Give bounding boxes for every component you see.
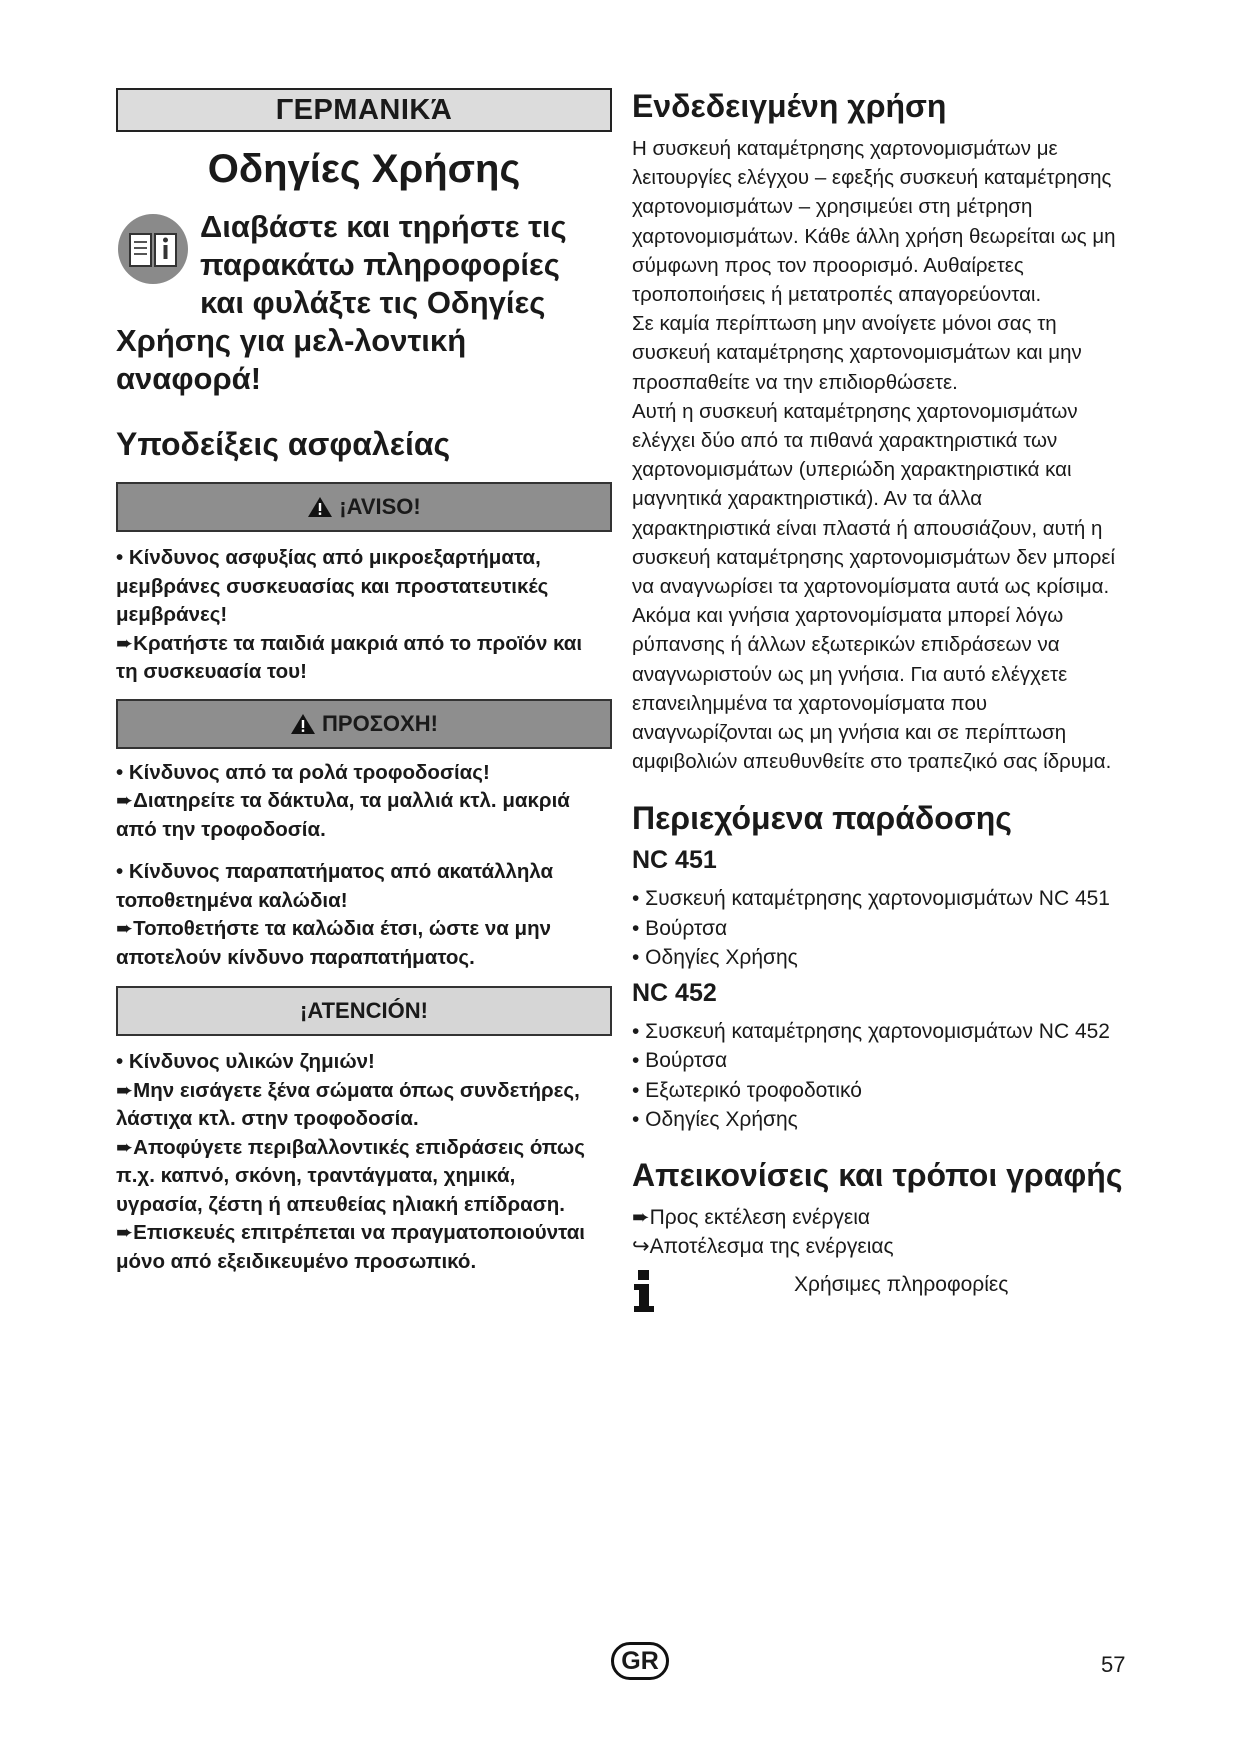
page-number: 57	[1101, 1652, 1126, 1677]
list-item: • Οδηγίες Χρήσης	[632, 1108, 798, 1132]
aviso-label: ¡AVISO!	[339, 494, 421, 519]
text-line: μαγνητικά χαρακτηριστικά). Αν τα άλλα	[632, 487, 983, 511]
read-notice	[116, 208, 612, 398]
text-line: Αυτή η συσκευή καταμέτρησης χαρτονομισμάτων	[632, 399, 1078, 423]
document-title: Οδηγίες Χρήσης	[207, 147, 521, 191]
notation-result: ↪Αποτέλεσμα της ενέργειας	[632, 1235, 894, 1259]
atencion-line: • Κίνδυνος υλικών ζημιών!	[116, 1050, 375, 1073]
text-line: χαρτονομισμάτων – χρησιμεύει στη μέτρηση	[632, 195, 1033, 219]
text-line: συσκευή καταμέτρησης χαρτονομισμάτων δεν μπορεί	[632, 545, 1116, 569]
text-line: χαρακτηριστικά είναι πλαστά ή απουσιάζουν, αυτή η	[632, 516, 1103, 540]
list-item: • Συσκευή καταμέτρησης χαρτονομισμάτων NC 451	[632, 887, 1110, 911]
atencion-line: π.χ. καπνό, σκόνη, τραντάγματα, χημικά,	[116, 1164, 516, 1187]
atencion-line: μόνο από εξειδικευμένο προσωπικό.	[116, 1249, 477, 1273]
language-label: ΓΕΡΜΑΝΙΚΆ	[275, 93, 453, 126]
prosoxi-content-2	[116, 858, 612, 972]
atencion-line: ➨Αποφύγετε περιβαλλοντικές επιδράσεις όπως	[116, 1135, 585, 1159]
aviso-content	[116, 544, 612, 687]
prosoxi-line: • Κίνδυνος παραπατήματος από ακατάλληλα	[116, 860, 554, 883]
info-i-icon	[632, 1268, 658, 1314]
aviso-banner	[116, 482, 612, 532]
text-line: αμφιβολιών απευθυνθείτε στο τραπεζικό σας ίδρυμα.	[632, 750, 1112, 774]
prosoxi-line: • Κίνδυνος από τα ρολά τροφοδοσίας!	[116, 760, 490, 784]
text-line: να αναγνωρίσει τα χαρτονομίσματα αυτά ως κρίσιμα.	[632, 575, 1110, 599]
text-line: Σε καμία περίπτωση μην ανοίγετε μόνοι σας τη	[632, 312, 1057, 336]
atencion-line: ➨Επισκευές επιτρέπεται να πραγματοποιούνται	[116, 1221, 585, 1244]
text-line: χαρτονομισμάτων (υπεριώδη χαρακτηριστικά και	[632, 458, 1072, 482]
warning-triangle-icon	[290, 713, 316, 735]
notation-info-text: Χρήσιμες πληροφορίες	[794, 1272, 1009, 1296]
list-item: • Οδηγίες Χρήσης	[632, 946, 798, 970]
aviso-line: ➨Κρατήστε τα παιδιά μακριά από το προϊόν και	[116, 631, 583, 655]
text-line: προσπαθείτε να την επιδιορθώσετε.	[632, 370, 958, 394]
nc452-list	[632, 1017, 1132, 1135]
prosoxi-banner	[116, 699, 612, 749]
intended-use-text	[632, 134, 1132, 776]
language-banner	[116, 88, 612, 132]
list-item: • Βούρτσα	[632, 916, 728, 940]
prosoxi-line: από την τροφοδοσία.	[116, 817, 326, 841]
intended-use-heading: Ενδεδειγμένη χρήση	[632, 88, 947, 124]
prosoxi-line: αποτελούν κίνδυνο παραπατήματος.	[116, 945, 475, 969]
text-line: Ακόμα και γνήσια χαρτονομίσματα μπορεί λόγω	[632, 604, 1064, 628]
list-item: • Συσκευή καταμέτρησης χαρτονομισμάτων NC 452	[632, 1019, 1110, 1043]
text-line: λειτουργίες ελέγχου – εφεξής συσκευή καταμέτρησης	[632, 166, 1112, 190]
nc451-label: NC 451	[632, 846, 717, 875]
read-notice-text: Διαβάστε και τηρήστε τις παρακάτω πληροφορίες και φυλάξτε τις Οδηγίες Χρήσης για μελ-λοντική αναφορά!	[116, 209, 567, 396]
prosoxi-content-1	[116, 759, 612, 845]
notation-list	[632, 1203, 1132, 1262]
notation-info-row	[632, 1268, 1132, 1314]
aviso-line: τη συσκευασία του!	[116, 660, 307, 683]
text-line: συσκευή καταμέτρησης χαρτονομισμάτων και μην	[632, 341, 1082, 365]
delivery-heading: Περιεχόμενα παράδοσης	[632, 800, 1012, 837]
aviso-line: μεμβράνες!	[116, 603, 228, 626]
text-line: σύμφωνη προς τον προορισμό. Αυθαίρετες	[632, 253, 1024, 277]
atencion-line: λάστιχα κτλ. στην τροφοδοσία.	[116, 1107, 419, 1130]
text-line: Η συσκευή καταμέτρησης χαρτονομισμάτων με	[632, 137, 1058, 160]
text-line: τροποποιήσεις ή μετατροπές απαγορεύονται.	[632, 283, 1042, 307]
country-badge	[611, 1642, 669, 1680]
warning-triangle-icon	[307, 496, 333, 518]
prosoxi-label: ΠΡΟΣΟΧΗ!	[322, 710, 438, 736]
text-line: ρύπανσης ή άλλων εξωτερικών επιδράσεων να	[632, 633, 1060, 657]
text-line: χαρτονομισμάτων. Κάθε άλλη χρήση θεωρείται ως μη	[632, 224, 1116, 248]
text-line: αναγνωρίζονται ως μη γνήσια και σε περίπτωση	[632, 721, 1067, 745]
atencion-banner	[116, 986, 612, 1036]
aviso-line: • Κίνδυνος ασφυξίας από μικροεξαρτήματα,	[116, 546, 541, 569]
text-line: αναγνωριστούν ως μη γνήσια. Για αυτό ελέγχετε	[632, 662, 1068, 686]
right-column	[632, 86, 1132, 1314]
list-item: • Βούρτσα	[632, 1049, 728, 1073]
left-column	[116, 88, 612, 1276]
text-line: ελέγχει δύο από τα πιθανά χαρακτηριστικά των	[632, 429, 1058, 453]
nc452-label: NC 452	[632, 978, 717, 1007]
text-line: επανειλημμένα τα χαρτονομίσματα που	[632, 691, 988, 715]
list-item: • Εξωτερικό τροφοδοτικό	[632, 1078, 862, 1102]
country-badge-label: GR	[621, 1646, 659, 1675]
atencion-line: ➨Μην εισάγετε ξένα σώματα όπως συνδετήρες,	[116, 1078, 580, 1102]
prosoxi-line: ➨Τοποθετήστε τα καλώδια έτσι, ώστε να μην	[116, 917, 551, 940]
book-info-icon	[116, 212, 190, 286]
nc451-list	[632, 884, 1132, 973]
atencion-content	[116, 1048, 612, 1276]
notation-action: ➨Προς εκτέλεση ενέργεια	[632, 1205, 871, 1229]
prosoxi-line: ➨Διατηρείτε τα δάκτυλα, τα μαλλιά κτλ. μακριά	[116, 789, 570, 812]
aviso-line: μεμβράνες συσκευασίας και προστατευτικές	[116, 574, 549, 598]
prosoxi-line: τοποθετημένα καλώδια!	[116, 888, 348, 912]
safety-heading: Υποδείξεις ασφαλείας	[116, 426, 451, 462]
atencion-line: υγρασία, ζέστη ή απευθείας ηλιακή επίδραση.	[116, 1192, 565, 1216]
notation-heading: Απεικονίσεις και τρόποι γραφής	[632, 1156, 1123, 1193]
atencion-label: ¡ATENCIÓN!	[300, 998, 428, 1023]
